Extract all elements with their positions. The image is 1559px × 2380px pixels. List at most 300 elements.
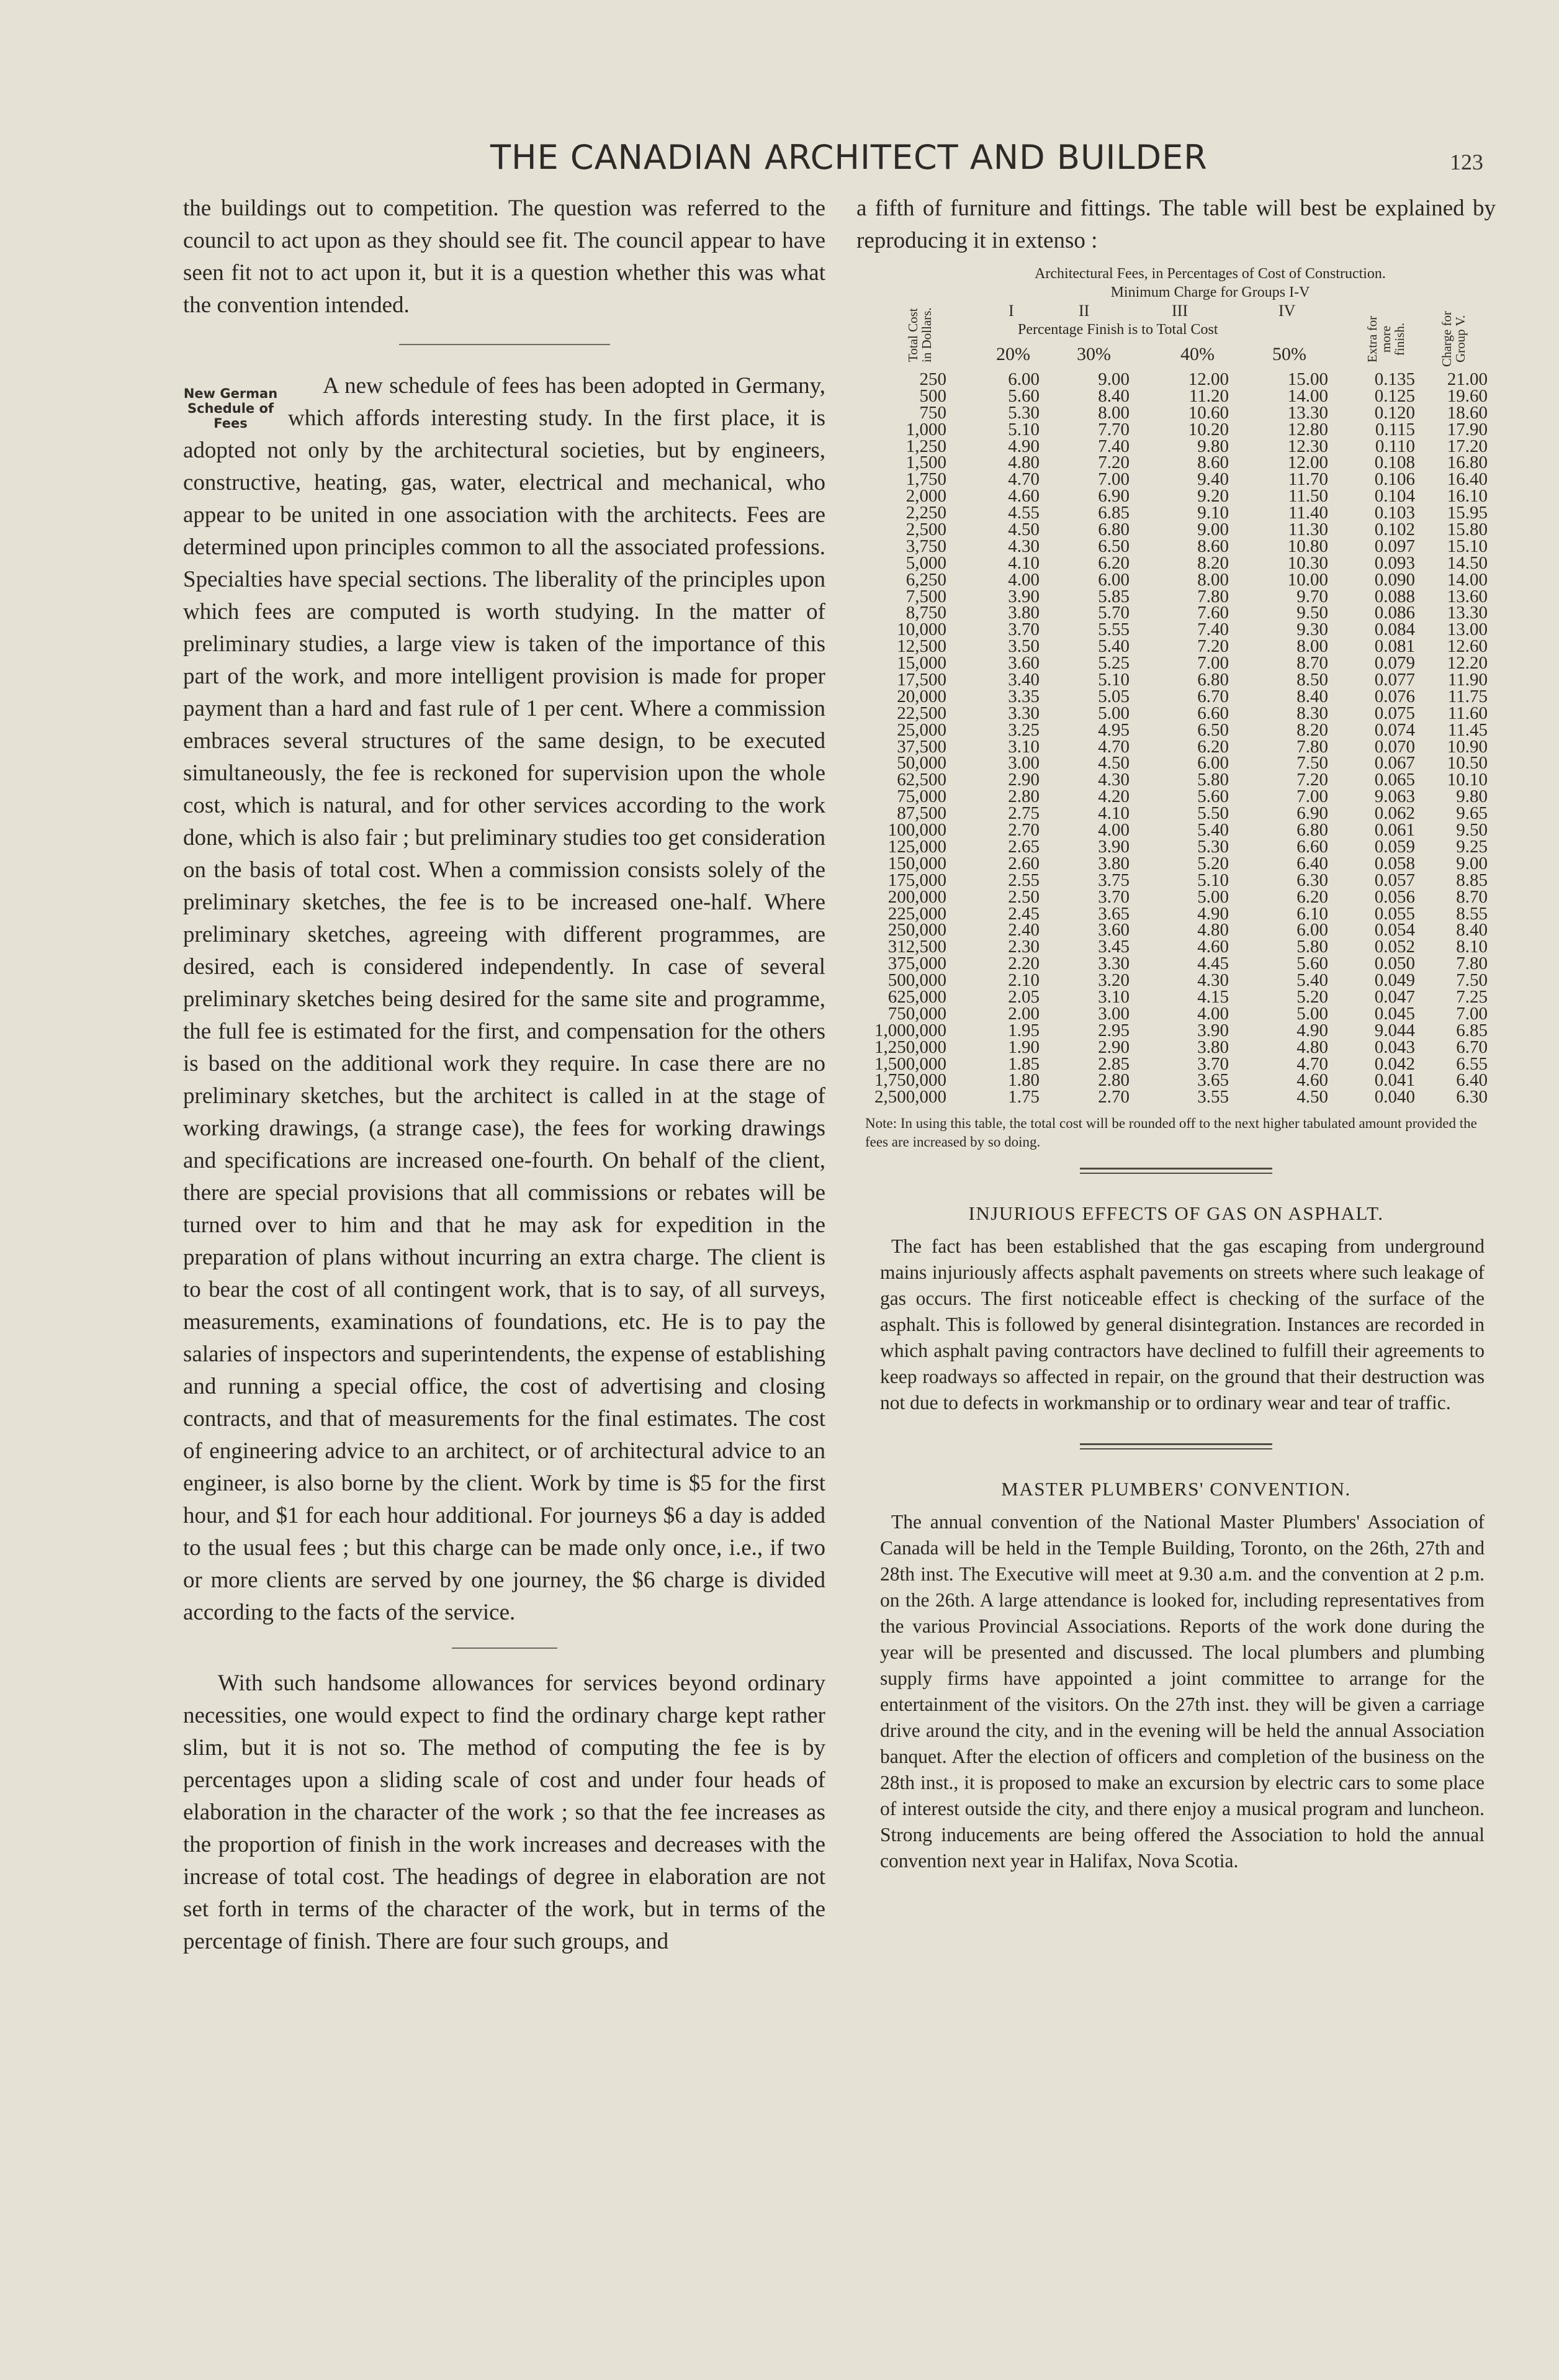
extra-finish-cell: 0.135 xyxy=(1374,369,1415,389)
extra-finish-cell: 0.052 xyxy=(1374,937,1415,957)
table-row xyxy=(856,755,1496,772)
extra-finish-cell: 0.059 xyxy=(1374,836,1415,857)
group-iv-cell: 9.70 xyxy=(1296,586,1328,606)
group-iv-cell: 4.60 xyxy=(1296,1070,1328,1091)
extra-finish-cell: 0.049 xyxy=(1374,970,1415,991)
total-cost-cell: 175,000 xyxy=(887,870,946,890)
group-v-cell: 10.50 xyxy=(1447,753,1488,773)
group-iv-cell: 10.30 xyxy=(1287,552,1328,573)
group-ii-cell: 4.95 xyxy=(1098,719,1130,740)
extra-finish-cell: 0.125 xyxy=(1374,385,1415,406)
group-iv-cell: 4.50 xyxy=(1296,1087,1328,1107)
extra-finish-cell: 0.070 xyxy=(1374,736,1415,757)
total-cost-cell: 1,250,000 xyxy=(874,1037,946,1057)
group-iii-cell: 3.55 xyxy=(1197,1087,1229,1107)
group-iii-cell: 5.30 xyxy=(1197,836,1229,857)
group-iv-cell: 5.00 xyxy=(1296,1003,1328,1024)
table-row xyxy=(856,438,1496,455)
group-iii-cell: 8.00 xyxy=(1197,569,1229,590)
group-iv-cell: 6.60 xyxy=(1296,836,1328,857)
group-v-cell: 6.30 xyxy=(1456,1087,1488,1107)
group-i-cell: 2.20 xyxy=(1008,953,1040,974)
group-v-cell: 16.80 xyxy=(1447,453,1488,473)
group-iii-cell: 5.40 xyxy=(1197,820,1229,841)
group-iv-cell: 7.00 xyxy=(1296,787,1328,807)
group-ii-cell: 8.40 xyxy=(1098,385,1130,406)
group-v-cell: 6.85 xyxy=(1456,1020,1488,1040)
group-v-cell: 9.65 xyxy=(1456,803,1488,824)
group-iv-cell: 8.30 xyxy=(1296,703,1328,723)
group-i-cell: 2.30 xyxy=(1008,937,1040,957)
table-row xyxy=(856,836,1496,857)
article-heading-plumbers: MASTER PLUMBERS' CONVENTION. xyxy=(1001,1478,1351,1500)
group-i-cell: 4.55 xyxy=(1008,503,1040,523)
group-ii-cell: 3.70 xyxy=(1098,886,1130,907)
table-intro: a fifth of furniture and fittings. The table will best be explained by reproducing it in extenso : xyxy=(856,196,1496,253)
group-iii-cell: 5.20 xyxy=(1197,853,1229,873)
group-v-cell: 13.30 xyxy=(1447,603,1488,623)
group-iii-cell: 10.60 xyxy=(1188,402,1229,423)
table-row xyxy=(856,672,1496,688)
group-i-cell: 3.80 xyxy=(1008,603,1040,623)
group-iv-cell: 12.30 xyxy=(1287,436,1328,456)
extra-finish-cell: 0.076 xyxy=(1374,686,1415,706)
table-caption: Architectural Fees, in Percentages of Cost of Construction. xyxy=(1035,266,1386,282)
group-iii-cell: 8.60 xyxy=(1197,536,1229,556)
group-iii-cell: 3.90 xyxy=(1197,1020,1229,1040)
group-i-cell: 3.30 xyxy=(1008,703,1040,723)
group-iii-cell: 4.30 xyxy=(1197,970,1229,991)
total-cost-cell: 1,750 xyxy=(905,469,946,490)
extra-finish-cell: 0.040 xyxy=(1374,1087,1415,1107)
total-cost-cell: 750,000 xyxy=(887,1003,946,1024)
group-v-cell: 6.40 xyxy=(1456,1070,1488,1091)
group-v-cell: 11.90 xyxy=(1447,670,1488,690)
table-row xyxy=(856,385,1496,406)
total-cost-cell: 750 xyxy=(919,402,946,423)
group-iv-cell: 8.00 xyxy=(1296,636,1328,657)
table-row xyxy=(856,872,1496,889)
group-iv-cell: 4.80 xyxy=(1296,1037,1328,1057)
table-row xyxy=(856,719,1496,740)
total-cost-cell: 500 xyxy=(919,385,946,406)
extra-finish-cell: 0.061 xyxy=(1374,820,1415,841)
group-i-cell: 2.05 xyxy=(1008,986,1040,1007)
group-i-cell: 2.50 xyxy=(1008,886,1040,907)
group-i-cell: 3.40 xyxy=(1008,670,1040,690)
table-row xyxy=(856,1072,1496,1089)
group-ii-cell: 5.25 xyxy=(1098,653,1130,674)
group-i-cell: 4.60 xyxy=(1008,486,1040,507)
extra-finish-cell: 0.108 xyxy=(1374,453,1415,473)
group-iii-cell: 5.60 xyxy=(1197,787,1229,807)
group-iv-cell: 12.80 xyxy=(1287,419,1328,439)
group-v-cell: 9.80 xyxy=(1456,787,1488,807)
extra-finish-cell: 9.063 xyxy=(1374,787,1415,807)
total-cost-cell: 10,000 xyxy=(897,620,946,640)
group-iv-cell: 7.80 xyxy=(1296,736,1328,757)
group-ii-cell: 2.70 xyxy=(1098,1087,1130,1107)
extra-finish-cell: 0.093 xyxy=(1374,552,1415,573)
group-i-cell: 1.80 xyxy=(1008,1070,1040,1091)
journal-title: THE CANADIAN ARCHITECT AND BUILDER xyxy=(490,138,1208,177)
group-i-cell: 1.75 xyxy=(1008,1087,1040,1107)
group-iv-cell: 8.70 xyxy=(1296,653,1328,674)
table-row xyxy=(856,605,1496,621)
group-v-cell: 21.00 xyxy=(1447,369,1488,389)
header-pct-20: 20% xyxy=(996,344,1030,364)
group-v-cell: 14.00 xyxy=(1447,569,1488,590)
margin-note: New German Schedule of Fees xyxy=(183,386,278,431)
group-iv-cell: 6.20 xyxy=(1296,886,1328,907)
table-row xyxy=(856,655,1496,672)
table-minimum-caption: Minimum Charge for Groups I-V xyxy=(1110,284,1310,300)
group-i-cell: 5.60 xyxy=(1008,385,1040,406)
extra-finish-cell: 0.074 xyxy=(1374,719,1415,740)
header-group-iii: III xyxy=(1172,302,1188,320)
extra-finish-cell: 0.075 xyxy=(1374,703,1415,723)
group-ii-cell: 5.40 xyxy=(1098,636,1130,657)
group-ii-cell: 3.00 xyxy=(1098,1003,1130,1024)
group-i-cell: 4.30 xyxy=(1008,536,1040,556)
group-iv-cell: 10.00 xyxy=(1287,569,1328,590)
group-v-cell: 19.60 xyxy=(1447,385,1488,406)
group-iv-cell: 7.20 xyxy=(1296,770,1328,790)
group-i-cell: 4.70 xyxy=(1008,469,1040,490)
group-iii-cell: 9.40 xyxy=(1197,469,1229,490)
group-i-cell: 3.50 xyxy=(1008,636,1040,657)
extra-finish-cell: 0.086 xyxy=(1374,603,1415,623)
table-row xyxy=(856,638,1496,655)
table-row xyxy=(856,922,1496,939)
group-i-cell: 3.35 xyxy=(1008,686,1040,706)
group-v-cell: 13.00 xyxy=(1447,620,1488,640)
group-ii-cell: 5.00 xyxy=(1098,703,1130,723)
group-iii-cell: 9.20 xyxy=(1197,486,1229,507)
group-iv-cell: 5.60 xyxy=(1296,953,1328,974)
extra-finish-cell: 0.045 xyxy=(1374,1003,1415,1024)
article-body-plumbers: The annual convention of the National Master Plumbers' Association of Canada will be held in the Temple Building, Toronto, on the 26th, 27th and 28th inst. The Executive will meet at 9.30 a.m. and the convention at 2 p.m. on the 26th. A large attendance is looked for, including representatives from the various Provincial Associations. Reports of the work done during the year will be presented and discussed. The local plumbers and plumbing supply firms have appointed a joint committee to arrange for the entertainment of the visitors. On the 27th inst. they will be given a carriage drive around the city, and in the evening will be held the annual Association banquet. After the election of officers and completion of the business on the 28th inst., it is proposed to make an excursion by electric cars to some place of interest outside the city, and there enjoy a musical program and luncheon. Strong inducements are being offered the Association to hold the annual convention next year in Halifax, Nova Scotia. xyxy=(880,1511,1485,1872)
group-ii-cell: 6.00 xyxy=(1098,569,1130,590)
group-iii-cell: 4.00 xyxy=(1197,1003,1229,1024)
total-cost-cell: 12,500 xyxy=(897,636,946,657)
total-cost-cell: 625,000 xyxy=(887,986,946,1007)
group-ii-cell: 7.40 xyxy=(1098,436,1130,456)
right-column xyxy=(856,192,1496,1874)
group-ii-cell: 3.60 xyxy=(1098,920,1130,940)
group-iii-cell: 12.00 xyxy=(1188,369,1229,389)
group-ii-cell: 6.80 xyxy=(1098,520,1130,540)
group-iv-cell: 8.40 xyxy=(1296,686,1328,706)
extra-finish-cell: 0.077 xyxy=(1374,670,1415,690)
group-i-cell: 4.90 xyxy=(1008,436,1040,456)
group-iii-cell: 6.80 xyxy=(1197,670,1229,690)
extra-finish-cell: 0.103 xyxy=(1374,503,1415,523)
group-ii-cell: 5.10 xyxy=(1098,670,1130,690)
group-i-cell: 3.10 xyxy=(1008,736,1040,757)
group-iii-cell: 7.20 xyxy=(1197,636,1229,657)
group-i-cell: 2.45 xyxy=(1008,903,1040,924)
extra-finish-cell: 0.056 xyxy=(1374,886,1415,907)
group-v-cell: 18.60 xyxy=(1447,402,1488,423)
extra-finish-cell: 0.065 xyxy=(1374,770,1415,790)
group-v-cell: 9.00 xyxy=(1456,853,1488,873)
group-iii-cell: 5.50 xyxy=(1197,803,1229,824)
total-cost-cell: 1,000 xyxy=(905,419,946,439)
page-header xyxy=(0,138,1559,187)
total-cost-cell: 125,000 xyxy=(887,836,946,857)
group-ii-cell: 4.20 xyxy=(1098,787,1130,807)
group-v-cell: 6.70 xyxy=(1456,1037,1488,1057)
table-row xyxy=(856,1053,1496,1074)
group-i-cell: 3.00 xyxy=(1008,753,1040,773)
total-cost-cell: 8,750 xyxy=(905,603,946,623)
group-i-cell: 3.70 xyxy=(1008,620,1040,640)
table-row xyxy=(856,552,1496,573)
extra-finish-cell: 0.097 xyxy=(1374,536,1415,556)
paragraph-fee-schedule: A new schedule of fees has been adopted in Germany, which affords interesting study. In the first place, it is adopted not only by the architectural societies, but by engineers, constructive, heating, gas, water, electrical and mechanical, who appear to be united in one association with the architects. Fees are determined upon principles common to all the associated professions. Specialties have special sections. The liberality of the principles upon which fees are computed is worth studying. In the matter of preliminary studies, a large view is taken of the importance of this part of the work, and more intelligent provision is made for proper payment than a hard and fast rule of 1 per cent. Where a commission embraces several structures of the same design, to be executed simultaneously, the fee is reckoned for supervision upon the whole cost, which is natural, and for other services according to the work done, which is also fair ; but preliminary studies too get consideration on the basis of total cost. When a commission consists solely of the preliminary sketches, the fee is to be increased one-half. Where preliminary sketches, agreeing with different programmes, are desired, each is considered independently. In case of several preliminary sketches being desired for the same site and programme, the full fee is estimated for the first, and compensation for the others is based on the additional work they require. In case there are no preliminary sketches, but the architect is called in at the stage of working drawings, (a strange case), the fees for working drawings and specifications are increased one-fourth. On behalf of the client, there are special provisions that all commissions or rebates will be turned over to him and that he may ask for expedition in the preparation of plans without incurring an extra charge. The client is to bear the cost of all contingent work, that is to say, of all surveys, measurements, examinations of foundations, etc. He is to pay the salaries of inspectors and superintendents, the expense of establishing and running a special office, the cost of advertising and closing contracts, and that of measurements for the final estimates. The cost of engineering advice to an architect, or of architectural advice to an engineer, is also borne by the client. Work by time is $5 for the first hour, and $1 for each hour additional. For journeys $6 a day is added to the usual fees ; but this charge can be made only once, i.e., if two or more clients are served by one journey, the $6 charge is divided according to the facts of the service. xyxy=(183,373,825,1625)
table-row xyxy=(856,822,1496,839)
group-iii-cell: 3.80 xyxy=(1197,1037,1229,1057)
total-cost-cell: 2,250 xyxy=(905,503,946,523)
paragraph-allowances: With such handsome allowances for services beyond ordinary necessities, one would expect to find the ordinary charge kept rather slim, but it is not so. The method of computing the fee is by percentages upon a sliding scale of cost and under four heads of elaboration in the character of the work ; so that the fee increases as the proportion of finish in the work increases and decreases with the increase of total cost. The headings of degree in elaboration are not set forth in terms of the character of the work, but in terms of the percentage of finish. There are four such groups, and xyxy=(183,1670,825,1954)
group-iii-cell: 3.65 xyxy=(1197,1070,1229,1091)
group-iv-cell: 6.80 xyxy=(1296,820,1328,841)
group-iv-cell: 6.30 xyxy=(1296,870,1328,890)
group-ii-cell: 3.30 xyxy=(1098,953,1130,974)
group-i-cell: 2.70 xyxy=(1008,820,1040,841)
header-group-ii: II xyxy=(1079,302,1090,320)
group-v-cell: 11.60 xyxy=(1447,703,1488,723)
group-ii-cell: 4.70 xyxy=(1098,736,1130,757)
total-cost-cell: 25,000 xyxy=(897,719,946,740)
group-iii-cell: 4.90 xyxy=(1197,903,1229,924)
group-i-cell: 1.95 xyxy=(1008,1020,1040,1040)
total-cost-cell: 1,750,000 xyxy=(874,1070,946,1091)
total-cost-cell: 375,000 xyxy=(887,953,946,974)
total-cost-cell: 225,000 xyxy=(887,903,946,924)
group-v-cell: 8.40 xyxy=(1456,920,1488,940)
group-ii-cell: 9.00 xyxy=(1098,369,1130,389)
group-iv-cell: 14.00 xyxy=(1287,385,1328,406)
extra-finish-cell: 0.081 xyxy=(1374,636,1415,657)
group-iv-cell: 6.10 xyxy=(1296,903,1328,924)
total-cost-cell: 2,500,000 xyxy=(874,1087,946,1107)
group-iv-cell: 5.80 xyxy=(1296,937,1328,957)
group-iii-cell: 6.50 xyxy=(1197,719,1229,740)
group-iii-cell: 4.60 xyxy=(1197,937,1229,957)
group-ii-cell: 4.00 xyxy=(1098,820,1130,841)
group-iii-cell: 9.80 xyxy=(1197,436,1229,456)
group-i-cell: 2.55 xyxy=(1008,870,1040,890)
group-iii-cell: 7.80 xyxy=(1197,586,1229,606)
group-iv-cell: 4.90 xyxy=(1296,1020,1328,1040)
group-i-cell: 2.65 xyxy=(1008,836,1040,857)
group-iii-cell: 4.15 xyxy=(1197,986,1229,1007)
group-ii-cell: 3.20 xyxy=(1098,970,1130,991)
page-number: 123 xyxy=(1450,150,1483,174)
group-v-cell: 8.10 xyxy=(1456,937,1488,957)
total-cost-cell: 250 xyxy=(919,369,946,389)
extra-finish-cell: 0.043 xyxy=(1374,1037,1415,1057)
group-iii-cell: 6.60 xyxy=(1197,703,1229,723)
total-cost-cell: 50,000 xyxy=(897,753,946,773)
total-cost-cell: 17,500 xyxy=(897,670,946,690)
total-cost-cell: 1,000,000 xyxy=(874,1020,946,1040)
table-row xyxy=(856,805,1496,822)
group-v-cell: 10.90 xyxy=(1447,736,1488,757)
group-ii-cell: 5.85 xyxy=(1098,586,1130,606)
group-iv-cell: 7.50 xyxy=(1296,753,1328,773)
fee-table-body xyxy=(856,371,1496,1106)
paragraph-competition: the buildings out to competition. The question was referred to the council to act upon as they should see fit. The council appear to have seen fit not to act upon it, but it is a question whether this was what the convention intended. xyxy=(183,196,825,318)
group-ii-cell: 6.50 xyxy=(1098,536,1130,556)
total-cost-cell: 20,000 xyxy=(897,686,946,706)
group-iv-cell: 8.20 xyxy=(1296,719,1328,740)
group-i-cell: 2.60 xyxy=(1008,853,1040,873)
group-iii-cell: 9.10 xyxy=(1197,503,1229,523)
group-iv-cell: 9.50 xyxy=(1296,603,1328,623)
group-v-cell: 7.00 xyxy=(1456,1003,1488,1024)
total-cost-cell: 3,750 xyxy=(905,536,946,556)
extra-finish-cell: 0.090 xyxy=(1374,569,1415,590)
group-iii-cell: 7.00 xyxy=(1197,653,1229,674)
group-i-cell: 3.90 xyxy=(1008,586,1040,606)
extra-finish-cell: 0.110 xyxy=(1375,436,1415,456)
header-pct-40: 40% xyxy=(1180,344,1215,364)
total-cost-cell: 200,000 xyxy=(887,886,946,907)
extra-finish-cell: 0.050 xyxy=(1374,953,1415,974)
total-cost-cell: 37,500 xyxy=(897,736,946,757)
double-rule-divider xyxy=(1080,1168,1272,1174)
group-i-cell: 5.30 xyxy=(1008,402,1040,423)
table-row xyxy=(856,521,1496,538)
group-ii-cell: 3.65 xyxy=(1098,903,1130,924)
table-row xyxy=(856,736,1496,757)
group-i-cell: 4.10 xyxy=(1008,552,1040,573)
group-ii-cell: 2.90 xyxy=(1098,1037,1130,1057)
total-cost-cell: 100,000 xyxy=(887,820,946,841)
group-v-cell: 9.50 xyxy=(1456,820,1488,841)
total-cost-cell: 1,500 xyxy=(905,453,946,473)
group-iv-cell: 8.50 xyxy=(1296,670,1328,690)
table-row xyxy=(856,705,1496,722)
group-ii-cell: 6.20 xyxy=(1098,552,1130,573)
group-iii-cell: 10.20 xyxy=(1188,419,1229,439)
extra-finish-cell: 0.047 xyxy=(1374,986,1415,1007)
extra-finish-cell: 0.106 xyxy=(1374,469,1415,490)
group-v-cell: 14.50 xyxy=(1447,552,1488,573)
group-iii-cell: 6.00 xyxy=(1197,753,1229,773)
group-ii-cell: 3.10 xyxy=(1098,986,1130,1007)
table-row xyxy=(856,955,1496,972)
extra-finish-cell: 0.041 xyxy=(1374,1070,1415,1091)
table-row xyxy=(856,371,1496,388)
total-cost-cell: 87,500 xyxy=(897,803,946,824)
article-heading-gas-asphalt: INJURIOUS EFFECTS OF GAS ON ASPHALT. xyxy=(968,1202,1384,1225)
group-v-cell: 17.90 xyxy=(1447,419,1488,439)
total-cost-cell: 500,000 xyxy=(887,970,946,991)
section-divider xyxy=(452,1648,557,1649)
table-row xyxy=(856,421,1496,438)
extra-finish-cell: 0.054 xyxy=(1374,920,1415,940)
table-row xyxy=(856,855,1496,872)
table-row xyxy=(856,569,1496,590)
group-i-cell: 2.00 xyxy=(1008,1003,1040,1024)
group-ii-cell: 7.20 xyxy=(1098,453,1130,473)
group-ii-cell: 3.90 xyxy=(1098,836,1130,857)
group-v-cell: 10.10 xyxy=(1447,770,1488,790)
header-pct-50: 50% xyxy=(1272,344,1306,364)
group-v-cell: 7.25 xyxy=(1456,986,1488,1007)
table-row xyxy=(856,538,1496,555)
extra-finish-cell: 0.058 xyxy=(1374,853,1415,873)
group-ii-cell: 5.55 xyxy=(1098,620,1130,640)
group-iii-cell: 4.80 xyxy=(1197,920,1229,940)
group-iv-cell: 13.30 xyxy=(1287,402,1328,423)
table-row xyxy=(856,788,1496,805)
header-percentage: Percentage Finish is to Total Cost xyxy=(1018,322,1218,338)
table-row xyxy=(856,471,1496,488)
group-iii-cell: 7.40 xyxy=(1197,620,1229,640)
group-i-cell: 2.10 xyxy=(1008,970,1040,991)
table-row xyxy=(856,454,1496,471)
group-v-cell: 9.25 xyxy=(1456,836,1488,857)
group-ii-cell: 7.00 xyxy=(1098,469,1130,490)
total-cost-cell: 7,500 xyxy=(905,586,946,606)
header-pct-30: 30% xyxy=(1077,344,1111,364)
group-i-cell: 2.40 xyxy=(1008,920,1040,940)
total-cost-cell: 15,000 xyxy=(897,653,946,674)
article-body-gas-asphalt: The fact has been established that the gas escaping from underground mains injuriously affects asphalt pavements on streets where such leakage of gas occurs. The first noticeable effect is checking of the surface of the asphalt. This is followed by general disintegration. Instances are recorded in which asphalt paving contractors have declined to fulfill their agreements to keep roadways so affected in repair, on the ground that their destruction was not due to defects in workmanship or to ordinary wear and tear of traffic. xyxy=(880,1235,1485,1414)
group-iii-cell: 4.45 xyxy=(1197,953,1229,974)
group-ii-cell: 5.05 xyxy=(1098,686,1130,706)
table-row xyxy=(856,621,1496,638)
table-row xyxy=(856,986,1496,1007)
group-iii-cell: 6.70 xyxy=(1197,686,1229,706)
total-cost-cell: 1,500,000 xyxy=(874,1053,946,1074)
extra-finish-cell: 0.067 xyxy=(1374,753,1415,773)
group-v-cell: 7.50 xyxy=(1456,970,1488,991)
extra-finish-cell: 0.055 xyxy=(1374,903,1415,924)
group-v-cell: 12.20 xyxy=(1447,653,1488,674)
total-cost-cell: 2,500 xyxy=(905,520,946,540)
group-v-cell: 15.10 xyxy=(1447,536,1488,556)
header-total-cost: Total Cost in Dollars. xyxy=(905,307,934,363)
header-group-iv: IV xyxy=(1278,302,1296,320)
group-iv-cell: 4.70 xyxy=(1296,1053,1328,1074)
group-v-cell: 8.55 xyxy=(1456,903,1488,924)
group-iv-cell: 9.30 xyxy=(1296,620,1328,640)
group-ii-cell: 2.95 xyxy=(1098,1020,1130,1040)
extra-finish-cell: 0.057 xyxy=(1374,870,1415,890)
group-v-cell: 12.60 xyxy=(1447,636,1488,657)
group-i-cell: 6.00 xyxy=(1008,369,1040,389)
group-ii-cell: 4.10 xyxy=(1098,803,1130,824)
group-iii-cell: 3.70 xyxy=(1197,1053,1229,1074)
group-v-cell: 16.10 xyxy=(1447,486,1488,507)
group-ii-cell: 6.90 xyxy=(1098,486,1130,507)
extra-finish-cell: 0.104 xyxy=(1374,486,1415,507)
double-rule-divider xyxy=(1080,1443,1272,1449)
group-iv-cell: 6.40 xyxy=(1296,853,1328,873)
extra-finish-cell: 0.115 xyxy=(1375,419,1415,439)
group-i-cell: 2.80 xyxy=(1008,787,1040,807)
group-iv-cell: 6.90 xyxy=(1296,803,1328,824)
group-iii-cell: 5.00 xyxy=(1197,886,1229,907)
group-i-cell: 1.85 xyxy=(1008,1053,1040,1074)
group-v-cell: 11.45 xyxy=(1447,719,1488,740)
